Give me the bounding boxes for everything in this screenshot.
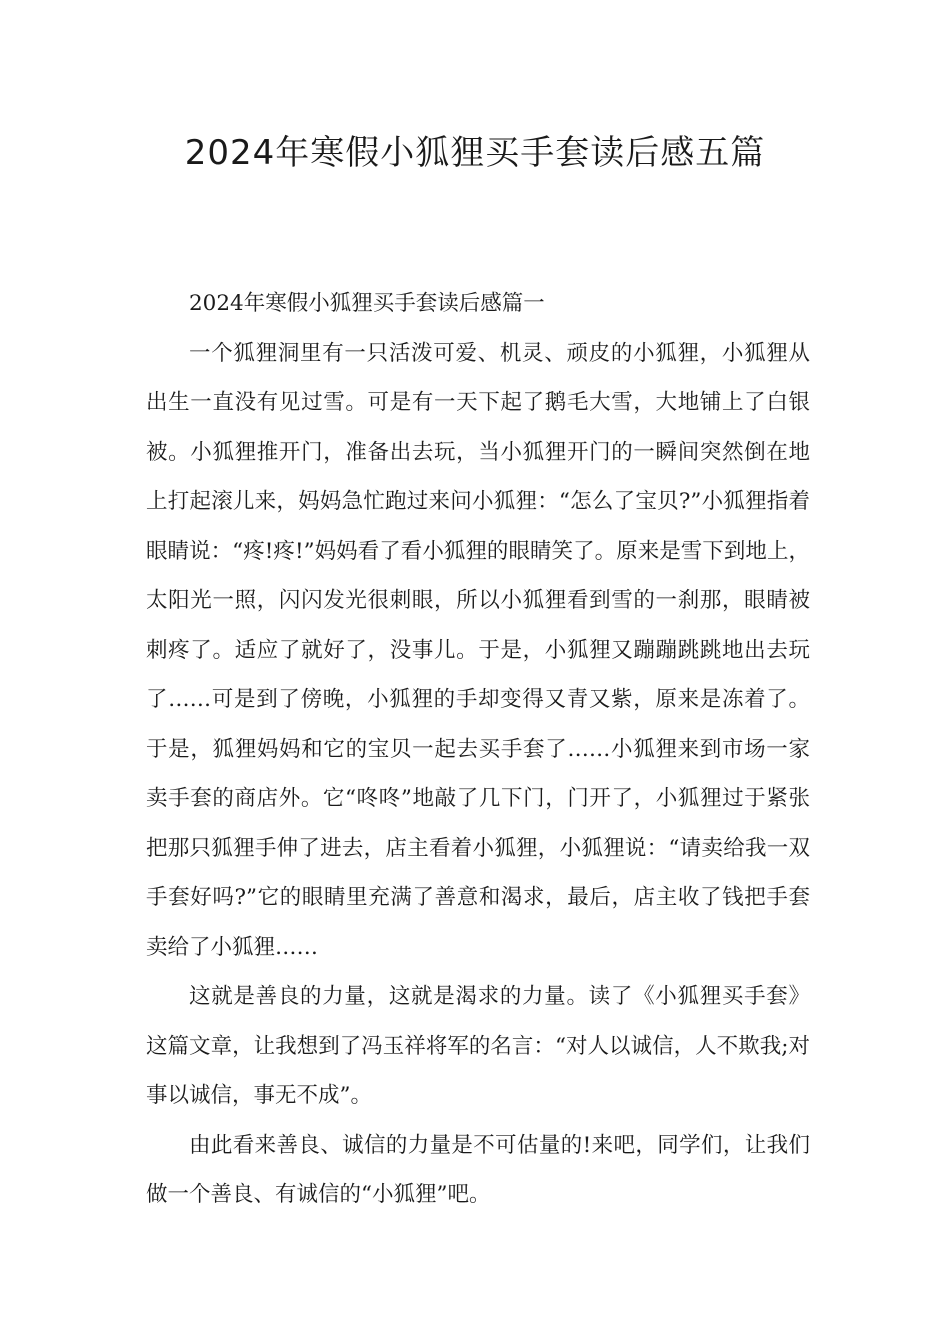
document-body [146,279,810,1220]
paragraph-3: 由此看来善良、诚信的力量是不可估量的!来吧，同学们，让我们做一个善良、有诚信的“小狐狸”吧。 [146,1132,810,1207]
paragraph-2: 这就是善良的力量，这就是渴求的力量。读了《小狐狸买手套》这篇文章，让我想到了冯玉祥将军的名言：“对人以诚信，人不欺我;对事以诚信，事无不成”。 [146,984,810,1108]
document-title: 2024年寒假小狐狸买手套读后感五篇 [184,133,766,173]
section-heading: 2024年寒假小狐狸买手套读后感篇一 [189,291,545,316]
paragraph-1: 一个狐狸洞里有一只活泼可爱、机灵、顽皮的小狐狸，小狐狸从出生一直没有见过雪。可是有一天下起了鹅毛大雪，大地铺上了白银被。小狐狸推开门，准备出去玩，当小狐狸开门的一瞬间突然倒在地上打起滚儿来，妈妈急忙跑过来问小狐狸：“怎么了宝贝?”小狐狸指着眼睛说：“疼!疼!”妈妈看了看小狐狸的眼睛笑了。原来是雪下到地上，太阳光一照，闪闪发光很刺眼，所以小狐狸看到雪的一刹那，眼睛被刺疼了。适应了就好了，没事儿。于是，小狐狸又蹦蹦跳跳地出去玩了……可是到了傍晚，小狐狸的手却变得又青又紫，原来是冻着了。于是，狐狸妈妈和它的宝贝一起去买手套了……小狐狸来到市场一家卖手套的商店外。它“咚咚”地敲了几下门，门开了，小狐狸过于紧张把那只狐狸手伸了进去，店主看着小狐狸，小狐狸说：“请卖给我一双手套好吗?”它的眼睛里充满了善意和渴求，最后，店主收了钱把手套卖给了小狐狸…… [146,340,810,960]
